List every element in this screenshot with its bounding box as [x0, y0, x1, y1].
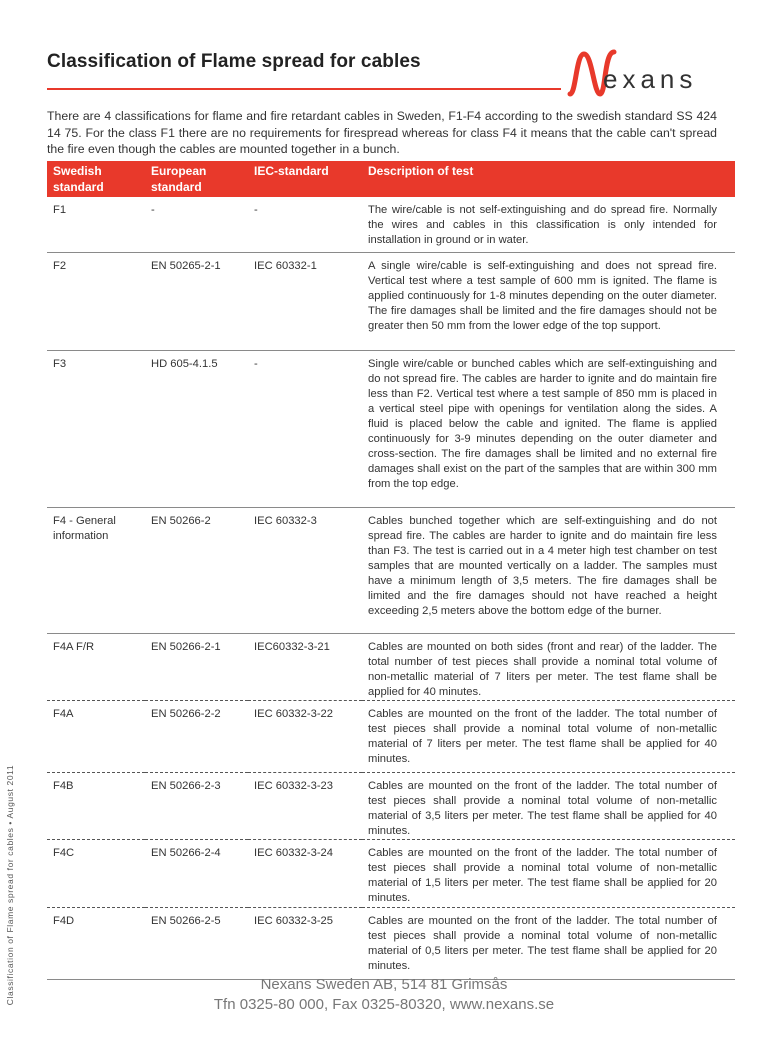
table-row [47, 700, 735, 772]
header-description: Description of test [362, 161, 735, 197]
header-european: European standard [145, 161, 248, 197]
iec-standard-cell: IEC 60332-3-23 [248, 772, 362, 839]
table-row [47, 839, 735, 907]
description-cell: Cables are mounted on the front of the ladder. The total number of test pieces shall provide a nominal total volume of non-metallic material of 0,5 liters per meter. The test flame shall be applied for 20 minutes. [362, 907, 735, 979]
table-row [47, 507, 735, 633]
swedish-standard-cell: F1 [47, 197, 145, 252]
table-header-row [47, 161, 735, 197]
classification-table [47, 161, 735, 980]
swedish-standard-cell: F4C [47, 839, 145, 907]
description-cell: Cables bunched together which are self-extinguishing and do not spread fire. The cables are harder to ignite and do maintain fire less than F3. The test is carried out in a 4 meter high test chamber on test samples that are mounted vertically on a ladder. The samples must have a minimum length of 3,5 meters. The fire damages shall be limited and the fire damages should not have reached a height exceeding 2,5 meters above the bottom edge of the burner. [362, 507, 735, 633]
intro-paragraph: There are 4 classifications for flame and fire retardant cables in Sweden, F1-F4 according to the swedish standard SS 424 14 75. For the class F1 there are no requirements for firespread whereas for class F4 it means that the cable can't spread the fire even though the cables are mounted together in a bunch. [47, 109, 717, 156]
iec-standard-cell: - [248, 350, 362, 507]
swedish-standard-cell: F4 - General information [47, 507, 145, 633]
title-rule [47, 88, 561, 90]
european-standard-cell: HD 605-4.1.5 [145, 350, 248, 507]
description-cell: Cables are mounted on the front of the ladder. The total number of test pieces shall provide a nominal total volume of non-metallic material of 3,5 liters per meter. The test flame shall be applied for 40 minutes. [362, 772, 735, 839]
european-standard-cell: EN 50265-2-1 [145, 252, 248, 350]
logo-text: exans [603, 64, 698, 94]
description-cell: The wire/cable is not self-extinguishing and do spread fire. Normally the wires and cables in this classification is only intended for installation in ground or in water. [362, 197, 735, 252]
swedish-standard-cell: F4A F/R [47, 633, 145, 700]
european-standard-cell: - [145, 197, 248, 252]
european-standard-cell: EN 50266-2-2 [145, 700, 248, 772]
iec-standard-cell: IEC60332-3-21 [248, 633, 362, 700]
header-swedish: Swedish standard [47, 161, 145, 197]
european-standard-cell: EN 50266-2-1 [145, 633, 248, 700]
european-standard-cell: EN 50266-2-3 [145, 772, 248, 839]
description-cell: Cables are mounted on the front of the ladder. The total number of test pieces shall provide a nominal total volume of non-metallic material of 7 liters per meter. The test flame shall be applied for 40 minutes. [362, 700, 735, 772]
iec-standard-cell: IEC 60332-3-25 [248, 907, 362, 979]
iec-standard-cell: - [248, 197, 362, 252]
iec-standard-cell: IEC 60332-3-22 [248, 700, 362, 772]
footer-contact: Tfn 0325-80 000, Fax 0325-80320, www.nexans.se [213, 996, 555, 1013]
table-row [47, 350, 735, 507]
description-cell: Cables are mounted on the front of the ladder. The total number of test pieces shall provide a nominal total volume of non-metallic material of 1,5 liters per meter. The test flame shall be applied for 20 minutes. [362, 839, 735, 907]
iec-standard-cell: IEC 60332-1 [248, 252, 362, 350]
table-row [47, 197, 735, 252]
swedish-standard-cell: F4A [47, 700, 145, 772]
swedish-standard-cell: F3 [47, 350, 145, 507]
iec-standard-cell: IEC 60332-3 [248, 507, 362, 633]
description-cell: Single wire/cable or bunched cables which are self-extinguishing and do not spread fire. The cables are harder to ignite and do maintain fire less than F2. Vertical test where a test sample of 850 mm is placed in a vertical steel pipe with openings for ventilation along the sides. A fluid is placed below the cable and ignited. The flame is applied continuously for 3-9 minutes depending on the outer diameter and cross-section. The fire damages shall be limited and no external fire damages shall exist on the part of the samples that are within 300 mm from the top edge. [362, 350, 735, 507]
european-standard-cell: EN 50266-2 [145, 507, 248, 633]
swedish-standard-cell: F2 [47, 252, 145, 350]
european-standard-cell: EN 50266-2-5 [145, 907, 248, 979]
description-cell: A single wire/cable is self-extinguishing and does not spread fire. Vertical test where a test sample of 600 mm is ignited. The flame is applied continuously for 1-8 minutes depending on the outer diameter. The fire damages shall be limited and the fire damages should not be greater then 50 mm from the lower edge of the top support. [362, 252, 735, 350]
footer [0, 975, 768, 1015]
side-note: Classification of Flame spread for cables • August 2011 [5, 764, 15, 1006]
footer-address: Nexans Sweden AB, 514 81 Grimsås [260, 976, 508, 993]
swedish-standard-cell: F4D [47, 907, 145, 979]
description-cell: Cables are mounted on both sides (front and rear) of the ladder. The total number of test pieces shall provide a nominal total volume of non-metallic material of 7 liters per meter. The test flame shall be applied for 40 minutes. [362, 633, 735, 700]
table-row [47, 907, 735, 979]
swedish-standard-cell: F4B [47, 772, 145, 839]
table-row [47, 633, 735, 700]
european-standard-cell: EN 50266-2-4 [145, 839, 248, 907]
header-iec: IEC-standard [248, 161, 362, 197]
table-row [47, 252, 735, 350]
page-title: Classification of Flame spread for cables [47, 51, 421, 72]
table-row [47, 772, 735, 839]
iec-standard-cell: IEC 60332-3-24 [248, 839, 362, 907]
